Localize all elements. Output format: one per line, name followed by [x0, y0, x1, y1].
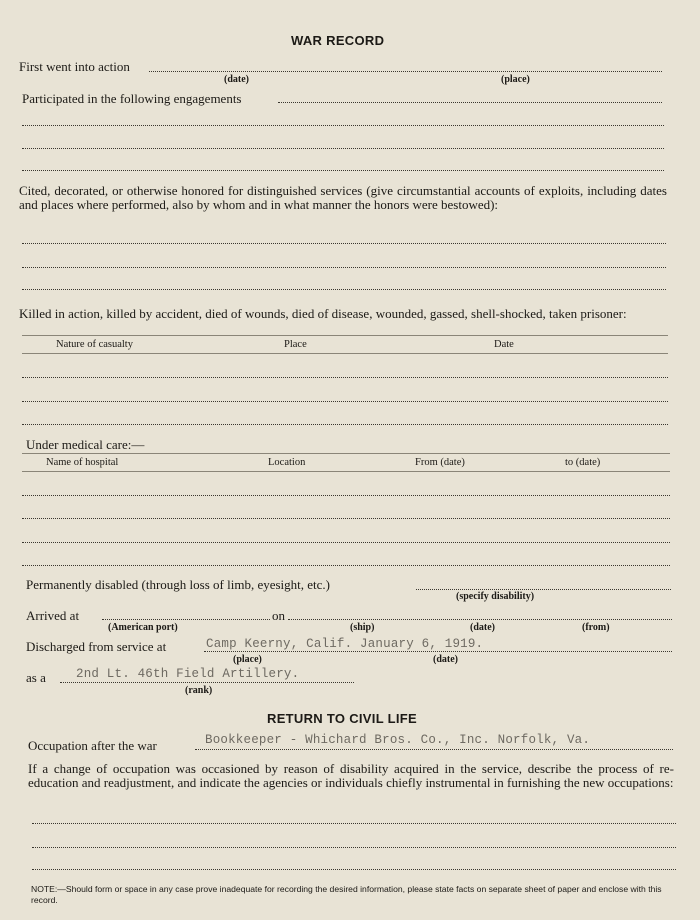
discharged-value: Camp Keerny, Calif. January 6, 1919. [206, 637, 484, 651]
form-title: WAR RECORD [291, 33, 385, 48]
first-action-date-caption: (date) [224, 74, 249, 85]
rank-line [60, 682, 354, 683]
discharged-line [204, 651, 672, 652]
medical-line [22, 542, 670, 543]
casualty-text: Killed in action, killed by accident, died of wounds, died of disease, wounded, gassed, shell-shocked, taken prisoner: [19, 306, 627, 321]
medical-header-hospital: Name of hospital [46, 457, 119, 468]
occupation-value: Bookkeeper - Whichard Bros. Co., Inc. Norfolk, Va. [205, 733, 591, 747]
arrived-ship-caption: (ship) [350, 622, 375, 633]
discharged-label: Discharged from service at [26, 639, 167, 654]
rank-value: 2nd Lt. 46th Field Artillery. [76, 667, 300, 681]
arrived-port-caption: (American port) [108, 622, 178, 633]
arrived-on-label: on [272, 608, 285, 623]
note-text: NOTE:—Should form or space in any case prove inadequate for recording the desired information, please state facts on separate sheet of paper and enclose with this record. [31, 884, 662, 905]
casualty-line [22, 401, 668, 402]
medical-header-rule [22, 453, 670, 454]
engagements-line [22, 125, 664, 126]
cited-text: Cited, decorated, or otherwise honored for distinguished services (give circumstantial accounts of exploits, including dates and places where performed, also by whom and in what manner the honors were bestowed): [19, 183, 667, 212]
change-line [32, 847, 676, 848]
civil-life-title: RETURN TO CIVIL LIFE [267, 711, 417, 726]
discharged-date-caption: (date) [433, 654, 458, 665]
medical-header-from: From (date) [415, 457, 465, 468]
cited-line [22, 243, 666, 244]
engagements-line [278, 102, 662, 103]
medical-label: Under medical care:— [26, 437, 145, 452]
as-a-label: as a [26, 670, 46, 685]
occupation-label: Occupation after the war [28, 738, 157, 753]
arrived-from-caption: (from) [582, 622, 610, 633]
casualty-line [22, 424, 668, 425]
medical-line [22, 565, 670, 566]
arrived-label: Arrived at [26, 608, 80, 623]
medical-header-to: to (date) [565, 457, 601, 468]
engagements-label: Participated in the following engagements [22, 91, 242, 106]
medical-line [22, 518, 670, 519]
occupation-line [195, 749, 673, 750]
change-line [32, 823, 676, 824]
casualty-header-rule [22, 353, 668, 354]
arrived-date-caption: (date) [470, 622, 495, 633]
engagements-line [22, 170, 664, 171]
arrived-port-line [102, 619, 270, 620]
change-occupation-text: If a change of occupation was occasioned by reason of disability acquired in the service, describe the process of re-education and readjustment, and indicate the agencies or individuals chiefly instrumental in furnishing the new occupations: [28, 761, 674, 790]
cited-line [22, 267, 666, 268]
casualty-header-nature: Nature of casualty [56, 339, 133, 350]
first-action-place-caption: (place) [501, 74, 530, 85]
engagements-line [22, 148, 664, 149]
disabled-label: Permanently disabled (through loss of limb, eyesight, etc.) [26, 577, 330, 592]
rank-caption: (rank) [185, 685, 213, 696]
cited-line [22, 289, 666, 290]
first-action-label: First went into action [19, 59, 130, 74]
medical-header-rule [22, 471, 670, 472]
casualty-header-place: Place [284, 339, 307, 350]
casualty-header-date: Date [494, 339, 514, 350]
discharged-place-caption: (place) [233, 654, 262, 665]
disabled-line [416, 589, 671, 590]
disabled-caption: (specify disability) [456, 591, 535, 602]
change-line [32, 869, 676, 870]
first-action-line [149, 71, 662, 72]
arrived-ship-line [288, 619, 672, 620]
medical-line [22, 495, 670, 496]
casualty-header-rule [22, 335, 668, 336]
medical-header-location: Location [268, 457, 306, 468]
casualty-line [22, 377, 668, 378]
